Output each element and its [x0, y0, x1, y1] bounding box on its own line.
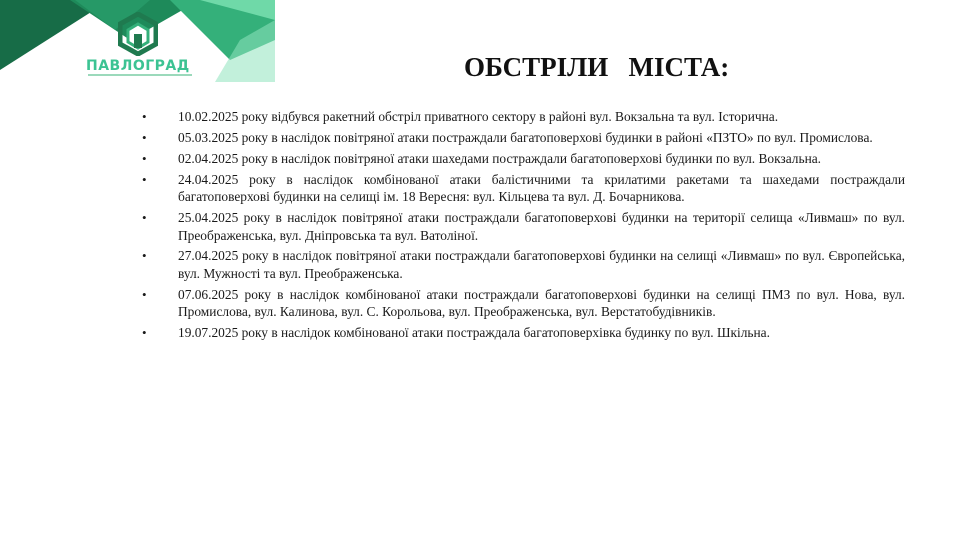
logo-wordmark: ПАВЛОГРАД — [86, 58, 190, 74]
bullet-icon: • — [142, 248, 147, 264]
list-item-text: 02.04.2025 року в наслідок повітряної атаки шахедами постраждали багатоповерхові будинки по вул. Вокзальна. — [178, 150, 822, 166]
bullet-icon: • — [142, 109, 147, 124]
list-item-text: 07.06.2025 року в наслідок комбінованої атаки постраждали багатоповерхові будинки на селищі ПМЗ по вул. Нова, вул. Промислова, вул. Калинова, вул. С. Корольова, вул. Преображенська, вул. Верстатобудівників. — [178, 286, 905, 320]
list-item-text: 25.04.2025 року в наслідок повітряної атаки постраждали багатоповерхові будинки на території селища «Ливмаш» по вул. Преображенська, вул. Дніпровська та вул. Ватоліної. — [178, 210, 905, 243]
list-item-text: 24.04.2025 року в наслідок комбінованої атаки балістичними та крилатими ракетами та шахедами постраждали багатоповерхові будинки на селищі ім. 18 Вересня: вул. Кільцева та вул. Д. Бочарникова. — [178, 171, 905, 205]
bullet-icon: • — [142, 325, 147, 341]
page-title: ОБСТРІЛИ МІСТА: — [464, 52, 730, 82]
list-item — [136, 108, 905, 126]
logo-tagline-line — [88, 74, 192, 77]
list-item — [136, 324, 905, 342]
list-item-text: 05.03.2025 року в наслідок повітряної атаки постраждали багатоповерхові будинки в районі «ПЗТО» по вул. Промислова. — [178, 129, 873, 145]
list-item — [136, 171, 905, 206]
list-item-text: 10.02.2025 року відбувся ракетний обстріл приватного сектору в районі вул. Вокзальна та вул. Історична. — [178, 109, 779, 124]
logo-emblem-icon — [118, 12, 158, 56]
list-item — [136, 209, 905, 244]
bullet-icon: • — [142, 150, 147, 166]
bullet-icon: • — [142, 171, 147, 187]
bullet-icon: • — [142, 129, 147, 145]
bullet-icon: • — [142, 210, 147, 226]
list-item-text: 27.04.2025 року в наслідок повітряної атаки постраждали багатоповерхові будинки на селищі «Ливмаш» по вул. Європейська, вул. Мужності та вул. Преображенська. — [178, 248, 905, 281]
list-item — [136, 286, 905, 321]
logo-banner — [0, 0, 275, 82]
shelling-list — [136, 108, 905, 345]
list-item — [136, 129, 905, 147]
list-item — [136, 247, 905, 282]
list-item-text: 19.07.2025 року в наслідок комбінованої атаки постраждала багатоповерхівка будинку по вул. Шкільна. — [178, 325, 770, 341]
list-item — [136, 150, 905, 168]
bullet-icon: • — [142, 286, 147, 302]
